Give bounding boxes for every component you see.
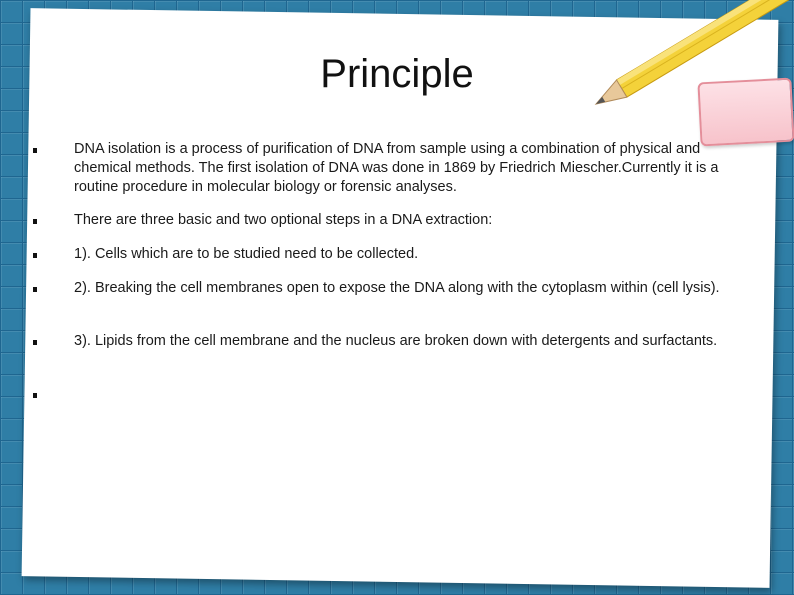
bullet-marker: [33, 393, 37, 398]
list-item: [74, 245, 754, 264]
bullet-marker: [33, 219, 37, 224]
list-item: [74, 332, 754, 351]
bullet-marker: [33, 148, 37, 153]
bullet-text: 2). Breaking the cell membranes open to expose the DNA along with the cytoplasm within (cell lysis).: [74, 280, 720, 296]
bullet-text: 3). Lipids from the cell membrane and the nucleus are broken down with detergents and surfactants.: [74, 333, 718, 349]
bullet-marker: [33, 287, 37, 292]
bullet-text: There are three basic and two optional steps in a DNA extraction:: [74, 212, 493, 228]
bullet-marker: [33, 253, 37, 258]
bullet-marker: [33, 340, 37, 345]
list-item: [74, 279, 754, 298]
bullet-text: DNA isolation is a process of purification of DNA from sample using a combination of physical and chemical methods. The first isolation of DNA was done in 1869 by Friedrich Miescher.Currently it is a routine procedure in molecular biology or forensic analyses.: [74, 141, 719, 195]
list-item: [74, 211, 754, 230]
bullet-text: 1). Cells which are to be studied need to be collected.: [74, 246, 419, 262]
page-title: Principle: [320, 52, 474, 96]
list-item: [74, 140, 754, 197]
